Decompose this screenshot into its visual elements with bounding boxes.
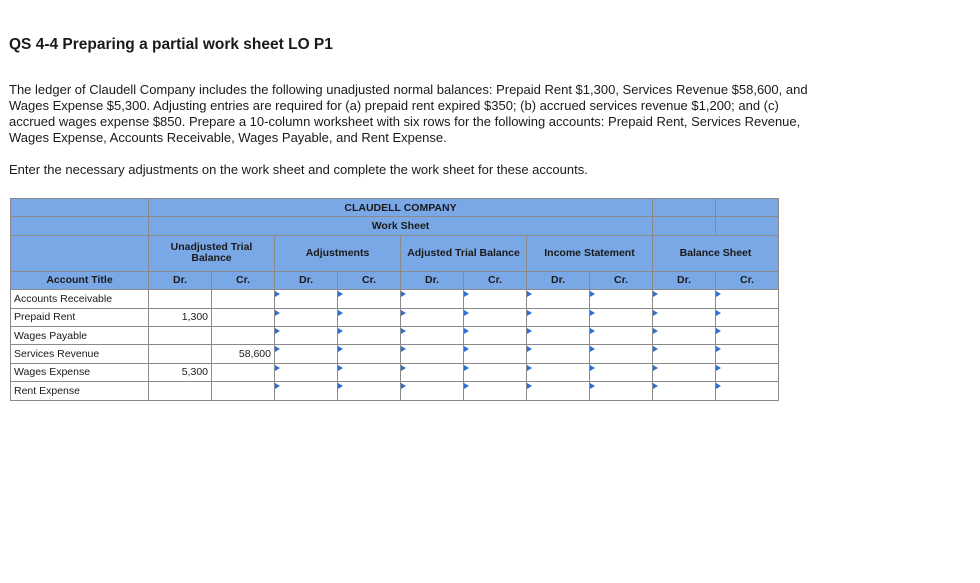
adjusted-cr-input[interactable] — [464, 382, 527, 400]
cell-marker-icon — [401, 310, 406, 316]
unadjusted-cr-cell[interactable] — [212, 326, 275, 344]
balance-dr-input[interactable] — [653, 308, 716, 326]
cell-marker-icon — [464, 365, 469, 371]
company-name: CLAUDELL COMPANY — [149, 199, 653, 217]
cell-marker-icon — [527, 291, 532, 297]
income-statement-header: Income Statement — [527, 235, 653, 271]
cell-marker-icon — [401, 291, 406, 297]
cell-marker-icon — [590, 291, 595, 297]
adjustments-cr-input[interactable] — [338, 363, 401, 381]
cell-marker-icon — [338, 365, 343, 371]
balance-cr-input[interactable] — [716, 382, 779, 400]
cell-marker-icon — [590, 383, 595, 389]
balance-cr-input[interactable] — [716, 308, 779, 326]
adjusted-cr-input[interactable] — [464, 308, 527, 326]
cell-marker-icon — [401, 346, 406, 352]
cell-marker-icon — [275, 383, 280, 389]
unadjusted-dr-cell[interactable] — [149, 326, 212, 344]
adjusted-cr-header: Cr. — [464, 271, 527, 289]
unadjusted-cr-cell[interactable] — [212, 308, 275, 326]
adjustments-dr-input[interactable] — [275, 326, 338, 344]
unadjusted-cr-cell[interactable] — [212, 363, 275, 381]
unadjusted-dr-cell[interactable] — [149, 345, 212, 363]
table-row — [11, 308, 779, 326]
balance-dr-input[interactable] — [653, 363, 716, 381]
cell-marker-icon — [653, 328, 658, 334]
cell-marker-icon — [653, 310, 658, 316]
adjustments-dr-input[interactable] — [275, 363, 338, 381]
adjusted-dr-input[interactable] — [401, 382, 464, 400]
cell-marker-icon — [590, 346, 595, 352]
table-row — [11, 382, 779, 400]
cell-marker-icon — [590, 310, 595, 316]
cell-marker-icon — [527, 383, 532, 389]
table-row — [11, 326, 779, 344]
cell-marker-icon — [653, 365, 658, 371]
cell-marker-icon — [338, 291, 343, 297]
unadjusted-cr-header: Cr. — [212, 271, 275, 289]
cell-marker-icon — [716, 328, 721, 334]
income-dr-input[interactable] — [527, 345, 590, 363]
cell-marker-icon — [464, 346, 469, 352]
adjustments-dr-input[interactable] — [275, 382, 338, 400]
balance-dr-input[interactable] — [653, 326, 716, 344]
adjustments-cr-input[interactable] — [338, 326, 401, 344]
cell-marker-icon — [527, 328, 532, 334]
table-row — [11, 345, 779, 363]
unadjusted-cr-cell[interactable] — [212, 382, 275, 400]
account-title-cell: Wages Payable — [11, 326, 149, 344]
unadjusted-dr-cell[interactable]: 1,300 — [149, 308, 212, 326]
adjusted-trial-balance-header: Adjusted Trial Balance — [401, 235, 527, 271]
income-dr-input[interactable] — [527, 363, 590, 381]
adjustments-cr-header: Cr. — [338, 271, 401, 289]
cell-marker-icon — [527, 365, 532, 371]
account-title-cell: Wages Expense — [11, 363, 149, 381]
unadjusted-dr-cell[interactable] — [149, 290, 212, 308]
cell-marker-icon — [653, 291, 658, 297]
unadjusted-cr-cell[interactable] — [212, 290, 275, 308]
adjusted-cr-input[interactable] — [464, 363, 527, 381]
adjustments-cr-input[interactable] — [338, 308, 401, 326]
cell-marker-icon — [653, 346, 658, 352]
work-sheet-subtitle: Work Sheet — [149, 217, 653, 235]
adjusted-dr-header: Dr. — [401, 271, 464, 289]
cell-marker-icon — [653, 383, 658, 389]
cell-marker-icon — [401, 328, 406, 334]
cell-marker-icon — [716, 365, 721, 371]
adjusted-cr-input[interactable] — [464, 326, 527, 344]
balance-dr-input[interactable] — [653, 290, 716, 308]
balance-sheet-header: Balance Sheet — [653, 235, 779, 271]
balance-cr-input[interactable] — [716, 363, 779, 381]
income-cr-input[interactable] — [590, 308, 653, 326]
account-title-cell: Prepaid Rent — [11, 308, 149, 326]
cell-marker-icon — [275, 365, 280, 371]
unadjusted-dr-cell[interactable]: 5,300 — [149, 363, 212, 381]
problem-description: The ledger of Claudell Company includes the following unadjusted normal balances: Prepaid Rent $1,300, Services Revenue $58,600, and Wages Expense $5,300. Adjusting entries are required for (a) prepaid rent expired $350; (b) accrued services revenue $1,200; and (c) accrued wages expense $850. Prepare a 10-column worksheet with six rows for the following accounts: Prepaid Rent, Services Revenue, Wages Expense, Accounts Receivable, Wages Payable, and Rent Expense. — [9, 82, 808, 145]
cell-marker-icon — [464, 383, 469, 389]
balance-cr-input[interactable] — [716, 290, 779, 308]
income-cr-input[interactable] — [590, 345, 653, 363]
cell-marker-icon — [590, 328, 595, 334]
income-cr-input[interactable] — [590, 382, 653, 400]
adjustments-cr-input[interactable] — [338, 345, 401, 363]
cell-marker-icon — [527, 346, 532, 352]
balance-dr-header: Dr. — [653, 271, 716, 289]
cell-marker-icon — [716, 346, 721, 352]
unadjusted-dr-cell[interactable] — [149, 382, 212, 400]
income-dr-input[interactable] — [527, 290, 590, 308]
cell-marker-icon — [464, 310, 469, 316]
cell-marker-icon — [716, 310, 721, 316]
account-title-cell: Services Revenue — [11, 345, 149, 363]
adjustments-dr-input[interactable] — [275, 345, 338, 363]
income-dr-input[interactable] — [527, 326, 590, 344]
balance-cr-input[interactable] — [716, 326, 779, 344]
cell-marker-icon — [338, 328, 343, 334]
adjusted-dr-input[interactable] — [401, 363, 464, 381]
account-title-header: Account Title — [11, 271, 149, 289]
adjusted-dr-input[interactable] — [401, 345, 464, 363]
table-row — [11, 290, 779, 308]
cell-marker-icon — [275, 346, 280, 352]
cell-marker-icon — [338, 346, 343, 352]
cell-marker-icon — [716, 383, 721, 389]
adjustments-cr-input[interactable] — [338, 290, 401, 308]
cell-marker-icon — [716, 291, 721, 297]
income-cr-input[interactable] — [590, 326, 653, 344]
cell-marker-icon — [527, 310, 532, 316]
adjustments-dr-header: Dr. — [275, 271, 338, 289]
cell-marker-icon — [590, 365, 595, 371]
cell-marker-icon — [275, 328, 280, 334]
income-cr-input[interactable] — [590, 290, 653, 308]
account-title-cell: Accounts Receivable — [11, 290, 149, 308]
account-title-cell: Rent Expense — [11, 382, 149, 400]
adjustments-cr-input[interactable] — [338, 382, 401, 400]
table-row — [11, 363, 779, 381]
unadjusted-cr-cell[interactable]: 58,600 — [212, 345, 275, 363]
cell-marker-icon — [275, 310, 280, 316]
adjusted-dr-input[interactable] — [401, 308, 464, 326]
income-dr-header: Dr. — [527, 271, 590, 289]
work-sheet-table — [10, 198, 779, 401]
cell-marker-icon — [464, 291, 469, 297]
cell-marker-icon — [401, 365, 406, 371]
adjustments-header: Adjustments — [275, 235, 401, 271]
adjustments-dr-input[interactable] — [275, 308, 338, 326]
cell-marker-icon — [464, 328, 469, 334]
balance-dr-input[interactable] — [653, 382, 716, 400]
income-dr-input[interactable] — [527, 382, 590, 400]
adjusted-cr-input[interactable] — [464, 345, 527, 363]
unadjusted-trial-balance-header: Unadjusted Trial Balance — [149, 235, 275, 271]
cell-marker-icon — [338, 383, 343, 389]
adjustments-dr-input[interactable] — [275, 290, 338, 308]
balance-cr-header: Cr. — [716, 271, 779, 289]
adjusted-cr-input[interactable] — [464, 290, 527, 308]
adjusted-dr-input[interactable] — [401, 290, 464, 308]
income-dr-input[interactable] — [527, 308, 590, 326]
cell-marker-icon — [338, 310, 343, 316]
adjusted-dr-input[interactable] — [401, 326, 464, 344]
balance-cr-input[interactable] — [716, 345, 779, 363]
unadjusted-dr-header: Dr. — [149, 271, 212, 289]
page-title: QS 4-4 Preparing a partial work sheet LO P1 — [9, 36, 333, 53]
balance-dr-input[interactable] — [653, 345, 716, 363]
cell-marker-icon — [401, 383, 406, 389]
income-cr-input[interactable] — [590, 363, 653, 381]
cell-marker-icon — [275, 291, 280, 297]
problem-instruction: Enter the necessary adjustments on the work sheet and complete the work sheet for these accounts. — [9, 162, 588, 177]
income-cr-header: Cr. — [590, 271, 653, 289]
